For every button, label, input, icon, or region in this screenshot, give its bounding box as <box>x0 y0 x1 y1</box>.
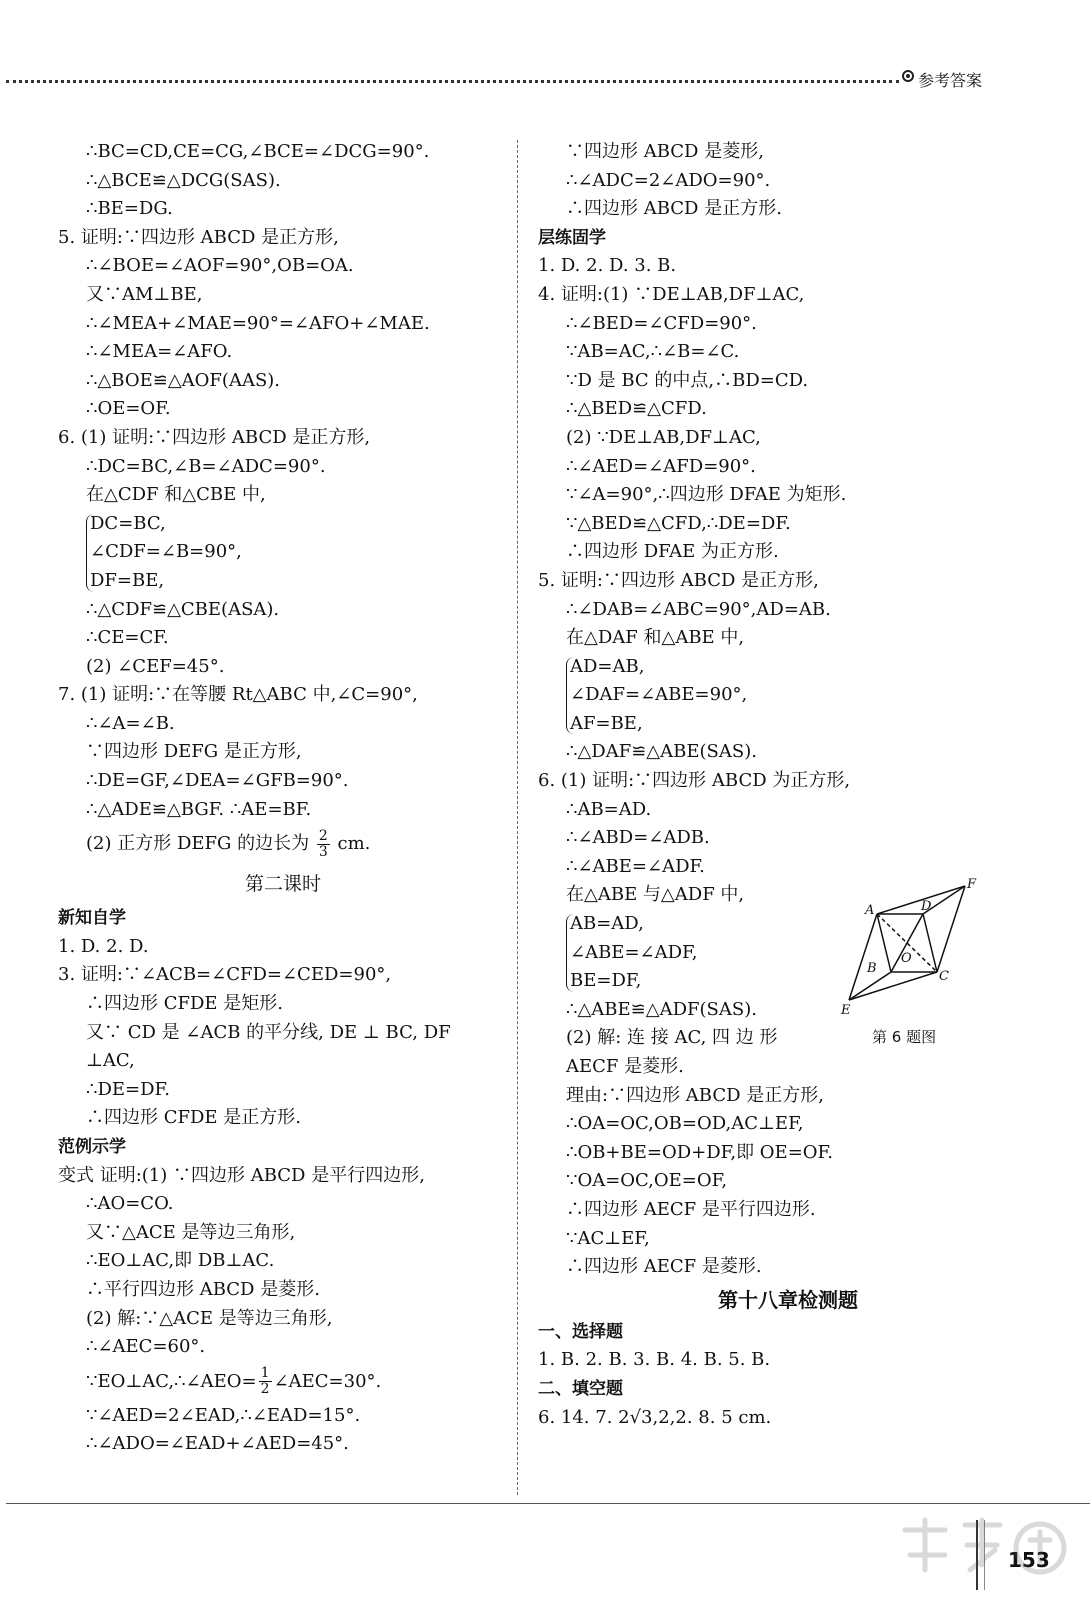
answer-text: (2) 正方形 DEFG 的边长为 <box>86 833 310 855</box>
answer-line: ∴∠DAB=∠ABC=90°,AD=AB. <box>566 598 831 620</box>
figure-caption: 第 6 题图 <box>872 1028 937 1046</box>
answer-line: ∵D 是 BC 的中点,∴BD=CD. <box>566 369 809 391</box>
answer-line: 变式 证明:(1) ∵四边形 ABCD 是平行四边形, <box>58 1164 425 1186</box>
header-title: 参考答案 <box>918 71 983 90</box>
answer-line: ∴∠AEC=60°. <box>86 1336 206 1358</box>
answer-line: ∴AB=AD. <box>566 798 652 820</box>
answer-line: ∴OB+BE=OD+DF,即 OE=OF. <box>566 1141 833 1163</box>
answer-line: ∴DE=GF,∠DEA=∠GFB=90°. <box>86 770 349 792</box>
left-brace <box>566 914 575 992</box>
answer-line: ∴∠BOE=∠AOF=90°,OB=OA. <box>86 255 354 277</box>
answer-line-fraction <box>58 1362 508 1402</box>
watermark-logo <box>895 1510 1075 1595</box>
answer-line-fraction <box>58 824 508 864</box>
answer-line: ∵∠A=90°,∴四边形 DFAE 为矩形. <box>566 484 847 506</box>
edge-EC <box>849 972 937 1000</box>
answer-line: 6. (1) 证明:∵四边形 ABCD 是正方形, <box>58 426 371 448</box>
answer-line: BE=DF, <box>570 970 642 992</box>
section-heading: 新知自学 <box>58 908 126 929</box>
answer-line: (2) 解: 连 接 AC, 四 边 形 <box>566 1027 778 1049</box>
answer-line: 又∵ CD 是 ∠ACB 的平分线, DE ⊥ BC, DF <box>86 1021 451 1043</box>
left-brace <box>86 514 95 592</box>
section-heading: 一、选择题 <box>538 1321 623 1342</box>
answer-line: ∴EO⊥AC,即 DB⊥AC. <box>86 1250 275 1272</box>
answer-line: ∴∠MEA+∠MAE=90°=∠AFO+∠MAE. <box>86 312 430 334</box>
problem-6-figure <box>835 872 985 1022</box>
column-divider <box>517 140 518 1495</box>
right-column <box>538 138 1038 1432</box>
answer-line: AD=AB, <box>570 655 645 677</box>
answer-line: ∴△CDF≌△CBE(ASA). <box>86 598 280 620</box>
answer-line: ∵△BED≌△CFD,∴DE=DF. <box>566 512 791 534</box>
answer-line: 在△DAF 和△ABE 中, <box>566 627 745 649</box>
answer-line: ∵AC⊥EF, <box>566 1227 650 1249</box>
answer-line: ∴四边形 DFAE 为正方形. <box>566 541 779 563</box>
label-C: C <box>939 969 949 984</box>
answer-line: ∴△DAF≌△ABE(SAS). <box>566 741 757 763</box>
equation-system <box>58 510 508 596</box>
answer-line: ∴四边形 CFDE 是矩形. <box>86 993 283 1015</box>
fraction-denominator: 3 <box>318 843 328 860</box>
header-dotted-rule <box>6 80 899 83</box>
answer-line: 又∵AM⊥BE, <box>86 283 203 305</box>
section-heading: 二、填空题 <box>538 1378 623 1399</box>
answer-line: (2) ∵DE⊥AB,DF⊥AC, <box>566 426 761 448</box>
answer-line: 1. D. 2. D. 3. B. <box>538 255 677 277</box>
fraction <box>317 829 330 860</box>
answer-line: ∠CDF=∠B=90°, <box>90 541 242 563</box>
answer-line: 7. (1) 证明:∵在等腰 Rt△ABC 中,∠C=90°, <box>58 684 418 706</box>
answer-line: ∴△BCE≌△DCG(SAS). <box>86 169 281 191</box>
page-number: 153 <box>1008 1548 1050 1572</box>
label-O: O <box>901 951 912 966</box>
answer-line: ∴△BED≌△CFD. <box>566 398 707 420</box>
answer-line: ∴∠AED=∠AFD=90°. <box>566 455 756 477</box>
edge-DC <box>923 914 937 972</box>
answer-line: AF=BE, <box>570 712 643 734</box>
equation-system <box>538 653 1038 739</box>
answer-line: ∴△ADE≌△BGF. ∴AE=BF. <box>86 798 312 820</box>
answer-line: ∴CE=CF. <box>86 627 169 649</box>
label-F: F <box>967 877 977 892</box>
section-heading: 层练固学 <box>538 227 606 248</box>
answer-line: ∵∠AED=2∠EAD,∴∠EAD=15°. <box>86 1404 361 1426</box>
left-column <box>58 138 508 1459</box>
answer-line: 3. 证明:∵∠ACB=∠CFD=∠CED=90°, <box>58 964 392 986</box>
answer-line: ∵OA=OC,OE=OF, <box>566 1170 728 1192</box>
answer-line: AB=AD, <box>570 913 644 935</box>
answer-line: ∵四边形 DEFG 是正方形, <box>86 741 302 763</box>
answer-line: 5. 证明:∵四边形 ABCD 是正方形, <box>58 226 339 248</box>
answer-line: ∴BE=DG. <box>86 198 173 220</box>
answer-line: ∴∠ABD=∠ADB. <box>566 827 710 849</box>
fraction-numerator: 2 <box>318 827 328 844</box>
answer-line: (2) 解:∵△ACE 是等边三角形, <box>86 1307 333 1329</box>
answer-line: ∴∠BED=∠CFD=90°. <box>566 312 757 334</box>
answer-line: ∴四边形 AECF 是菱形. <box>566 1256 762 1278</box>
fraction <box>259 1366 272 1397</box>
answer-line: ∴DE=DF. <box>86 1078 170 1100</box>
answer-line: ∴∠ADO=∠EAD+∠AED=45°. <box>86 1433 349 1455</box>
answer-line: AECF 是菱形. <box>566 1056 684 1077</box>
answer-line: (2) ∠CEF=45°. <box>86 655 225 677</box>
answer-line: ∠DAF=∠ABE=90°, <box>570 684 748 706</box>
answer-line: DC=BC, <box>90 512 166 534</box>
label-B: B <box>867 961 877 976</box>
answer-line: ∴DC=BC,∠B=∠ADC=90°. <box>86 455 326 477</box>
left-brace <box>566 657 575 735</box>
answer-line: ∴∠A=∠B. <box>86 712 175 734</box>
answer-line: 1. B. 2. B. 3. B. 4. B. 5. B. <box>538 1349 771 1371</box>
answer-line: ∴△BOE≌△AOF(AAS). <box>86 369 281 391</box>
edge-AE <box>849 914 877 1000</box>
answer-line: 5. 证明:∵四边形 ABCD 是正方形, <box>538 569 819 591</box>
answer-line: ∴OE=OF. <box>86 398 171 420</box>
answer-text: ∠AEC=30°. <box>273 1370 382 1392</box>
answer-line: ∴∠ADC=2∠ADO=90°. <box>566 169 771 191</box>
footer-rule <box>6 1503 1090 1504</box>
answer-line: ∴四边形 ABCD 是正方形. <box>566 198 782 220</box>
answer-line: ∴∠ABE=∠ADF. <box>566 855 705 877</box>
answer-line: ∴BC=CD,CE=CG,∠BCE=∠DCG=90°. <box>86 141 430 162</box>
chapter-title: 第十八章检测题 <box>718 1287 858 1312</box>
section-heading: 范例示学 <box>58 1137 126 1157</box>
answer-line: 在△CDF 和△CBE 中, <box>86 484 266 506</box>
answer-unit: cm. <box>337 833 371 855</box>
answer-line: 4. 证明:(1) ∵DE⊥AB,DF⊥AC, <box>538 283 805 305</box>
target-icon <box>902 70 914 82</box>
answer-line: 1. D. 2. D. <box>58 935 149 957</box>
answer-line: ∴四边形 AECF 是平行四边形. <box>566 1198 816 1220</box>
answer-line: ∴∠MEA=∠AFO. <box>86 341 233 363</box>
answer-line: ⊥AC, <box>86 1050 135 1072</box>
edge-BA <box>877 914 891 972</box>
answer-line: 6. 14. 7. 2√3,2,2. 8. 5 cm. <box>538 1406 772 1428</box>
answer-line: ∴OA=OC,OB=OD,AC⊥EF, <box>566 1113 804 1135</box>
fraction-numerator: 1 <box>260 1365 270 1382</box>
label-A: A <box>865 903 875 918</box>
answer-line: ∵四边形 ABCD 是菱形, <box>566 141 764 162</box>
answer-line: 在△ABE 与△ADF 中, <box>566 884 745 906</box>
answer-line: ∠ABE=∠ADF, <box>570 941 698 963</box>
edge-FC <box>937 886 965 972</box>
answer-line: ∴平行四边形 ABCD 是菱形. <box>86 1278 320 1300</box>
answer-line: ∴△ABE≌△ADF(SAS). <box>566 998 757 1020</box>
edge-BE <box>849 972 891 1000</box>
answer-line: DF=BE, <box>90 569 165 591</box>
answer-line: ∴AO=CO. <box>86 1193 174 1215</box>
label-E: E <box>841 1003 851 1018</box>
label-D: D <box>921 899 932 914</box>
answer-line: ∵AB=AC,∴∠B=∠C. <box>566 341 740 363</box>
fraction-denominator: 2 <box>260 1381 270 1398</box>
answer-line: 6. (1) 证明:∵四边形 ABCD 为正方形, <box>538 770 851 792</box>
lesson-title: 第二课时 <box>244 873 321 896</box>
answer-line: 理由:∵四边形 ABCD 是正方形, <box>566 1084 824 1106</box>
answer-text: ∵EO⊥AC,∴∠AEO= <box>86 1370 257 1392</box>
answer-line: ∴四边形 CFDE 是正方形. <box>86 1107 301 1129</box>
answer-line: 又∵△ACE 是等边三角形, <box>86 1221 296 1243</box>
